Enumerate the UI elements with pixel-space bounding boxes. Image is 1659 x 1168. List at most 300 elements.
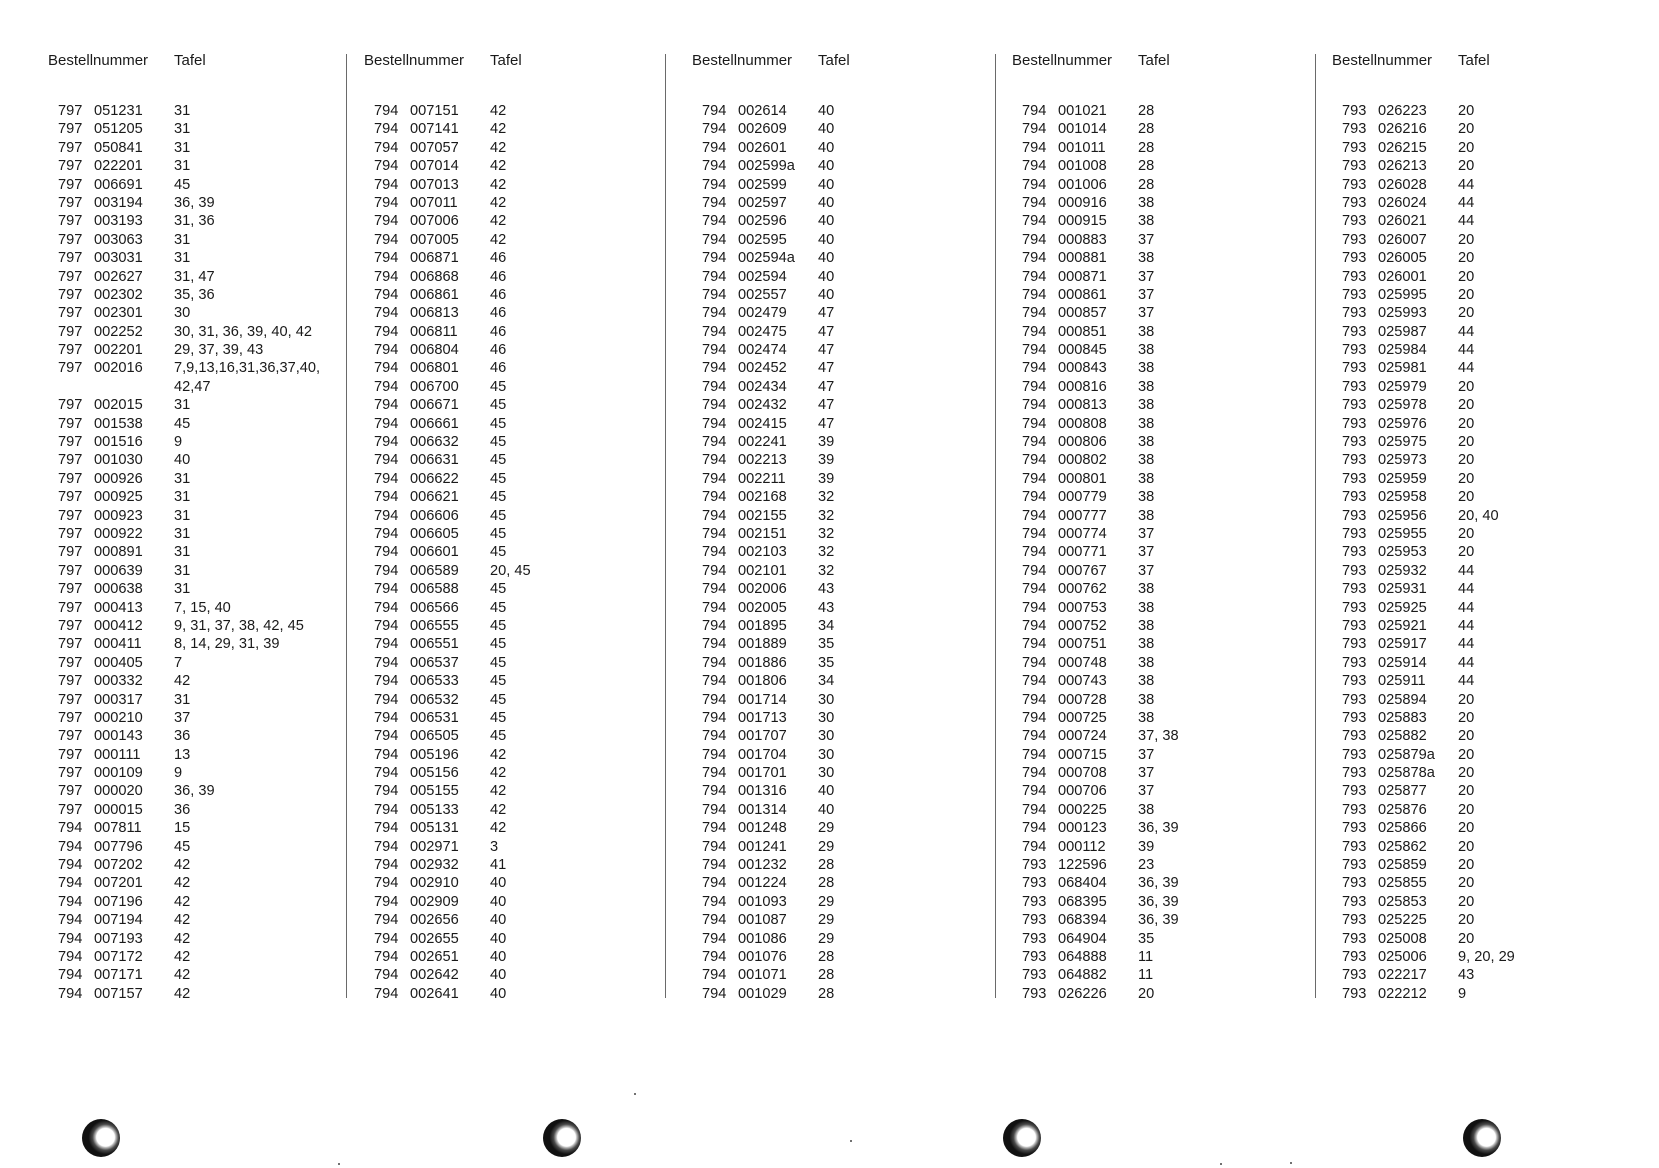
tafel-ref: 46 xyxy=(490,250,507,267)
column-divider xyxy=(346,54,347,998)
tafel-ref: 20, 40 xyxy=(1458,507,1499,524)
tafel-ref: 20 xyxy=(1458,912,1475,929)
index-row xyxy=(48,856,348,874)
tafel-ref: 20 xyxy=(1458,801,1475,818)
order-prefix: 793 xyxy=(1342,617,1367,634)
tafel-ref: 45 xyxy=(490,599,507,616)
order-number: 006801 xyxy=(410,360,459,377)
order-number: 026024 xyxy=(1378,194,1427,211)
scan-speck xyxy=(338,1163,340,1165)
order-number: 000225 xyxy=(1058,801,1107,818)
tafel-ref: 9, 20, 29 xyxy=(1458,948,1515,965)
order-number: 002475 xyxy=(738,323,787,340)
tafel-ref: 40 xyxy=(818,139,835,156)
tafel-ref: 20 xyxy=(1458,765,1475,782)
order-prefix: 794 xyxy=(702,268,727,285)
order-number: 006813 xyxy=(410,305,459,322)
tafel-ref: 45 xyxy=(490,544,507,561)
order-prefix: 794 xyxy=(702,967,727,984)
index-row xyxy=(692,157,992,175)
punch-hole xyxy=(543,1119,581,1157)
order-prefix: 794 xyxy=(374,562,399,579)
index-row xyxy=(364,691,664,709)
tafel-ref: 29 xyxy=(818,930,835,947)
index-row xyxy=(364,157,664,175)
tafel-ref: 38 xyxy=(1138,415,1155,432)
index-row xyxy=(1332,856,1632,874)
order-number: 002655 xyxy=(410,930,459,947)
tafel-ref: 11 xyxy=(1138,948,1154,965)
order-prefix: 794 xyxy=(1022,783,1047,800)
tafel-ref: 20 xyxy=(1458,857,1475,874)
order-number: 025956 xyxy=(1378,507,1427,524)
tafel-ref: 43 xyxy=(818,599,835,616)
tafel-ref: 37 xyxy=(1138,544,1155,561)
order-number: 001806 xyxy=(738,673,787,690)
index-row xyxy=(364,268,664,286)
tafel-ref: 30 xyxy=(818,691,835,708)
tafel-ref: 20 xyxy=(1458,489,1475,506)
order-prefix: 793 xyxy=(1342,746,1367,763)
tafel-ref: 30 xyxy=(818,765,835,782)
order-prefix: 794 xyxy=(374,286,399,303)
index-row xyxy=(48,249,348,267)
index-row xyxy=(48,304,348,322)
order-number: 006601 xyxy=(410,544,459,561)
order-number: 025925 xyxy=(1378,599,1427,616)
order-prefix: 797 xyxy=(58,452,83,469)
order-number: 006605 xyxy=(410,525,459,542)
order-number: 000751 xyxy=(1058,636,1107,653)
index-row xyxy=(48,580,348,598)
punch-hole xyxy=(82,1119,120,1157)
order-prefix: 794 xyxy=(702,985,727,1002)
tafel-ref: 28 xyxy=(1138,176,1155,193)
index-row xyxy=(1012,212,1312,230)
order-prefix: 793 xyxy=(1342,525,1367,542)
tafel-ref: 37 xyxy=(1138,231,1155,248)
index-row xyxy=(1012,249,1312,267)
order-number: 000405 xyxy=(94,654,143,671)
index-row xyxy=(48,378,348,396)
order-prefix: 793 xyxy=(1342,452,1367,469)
order-prefix: 794 xyxy=(374,985,399,1002)
index-row xyxy=(1332,268,1632,286)
order-prefix: 793 xyxy=(1342,985,1367,1002)
tafel-ref: 36, 39 xyxy=(1138,875,1179,892)
order-number: 025955 xyxy=(1378,525,1427,542)
order-prefix: 794 xyxy=(702,728,727,745)
index-row xyxy=(692,120,992,138)
order-number: 025853 xyxy=(1378,893,1427,910)
index-row xyxy=(48,286,348,304)
tafel-ref: 37, 38 xyxy=(1138,728,1179,745)
scan-speck xyxy=(1290,1162,1292,1164)
order-number: 002479 xyxy=(738,305,787,322)
index-row xyxy=(1012,838,1312,856)
order-number: 007193 xyxy=(94,930,143,947)
tafel-ref: 45 xyxy=(490,507,507,524)
index-row xyxy=(48,194,348,212)
tafel-ref: 47 xyxy=(818,378,835,395)
tafel-header: Tafel xyxy=(490,52,522,69)
index-row xyxy=(1012,451,1312,469)
tafel-ref: 20 xyxy=(1458,930,1475,947)
index-row xyxy=(692,286,992,304)
tafel-ref: 37 xyxy=(1138,268,1155,285)
tafel-ref: 20 xyxy=(1458,838,1475,855)
index-row xyxy=(48,231,348,249)
index-row xyxy=(692,102,992,120)
order-prefix: 794 xyxy=(702,599,727,616)
index-row xyxy=(1332,304,1632,322)
order-prefix: 794 xyxy=(374,581,399,598)
tafel-ref: 20 xyxy=(1458,231,1475,248)
order-number: 006631 xyxy=(410,452,459,469)
tafel-ref: 28 xyxy=(818,985,835,1002)
order-prefix: 793 xyxy=(1342,194,1367,211)
tafel-ref: 42 xyxy=(174,857,191,874)
index-row xyxy=(1332,911,1632,929)
index-row xyxy=(692,654,992,672)
order-prefix: 794 xyxy=(374,231,399,248)
order-number: 003193 xyxy=(94,213,143,230)
order-prefix: 793 xyxy=(1342,378,1367,395)
tafel-ref: 20 xyxy=(1458,121,1475,138)
index-row xyxy=(1012,102,1312,120)
order-number: 007151 xyxy=(410,103,459,119)
tafel-ref: 20 xyxy=(1458,544,1475,561)
tafel-ref: 42 xyxy=(490,176,507,193)
index-row xyxy=(1012,341,1312,359)
order-prefix: 793 xyxy=(1342,286,1367,303)
tafel-ref: 40 xyxy=(490,875,507,892)
order-prefix: 794 xyxy=(374,893,399,910)
tafel-ref: 38 xyxy=(1138,397,1155,414)
index-row xyxy=(1332,507,1632,525)
order-prefix: 793 xyxy=(1342,581,1367,598)
tafel-ref: 30 xyxy=(818,728,835,745)
order-prefix: 794 xyxy=(374,673,399,690)
index-row xyxy=(692,985,992,1003)
order-number: 006555 xyxy=(410,617,459,634)
order-number: 006621 xyxy=(410,489,459,506)
order-number: 002642 xyxy=(410,967,459,984)
order-number: 006804 xyxy=(410,342,459,359)
order-number: 025879a xyxy=(1378,746,1435,763)
order-prefix: 794 xyxy=(702,121,727,138)
order-prefix: 794 xyxy=(374,507,399,524)
tafel-ref: 44 xyxy=(1458,581,1475,598)
order-prefix: 794 xyxy=(702,194,727,211)
order-number: 007811 xyxy=(94,820,142,837)
order-number: 000715 xyxy=(1058,746,1107,763)
order-number: 000845 xyxy=(1058,342,1107,359)
order-number: 005196 xyxy=(410,746,459,763)
order-prefix: 793 xyxy=(1022,875,1047,892)
tafel-ref: 47 xyxy=(818,305,835,322)
order-prefix: 794 xyxy=(374,728,399,745)
order-number-header: Bestellnummer xyxy=(48,52,149,69)
tafel-ref: 36, 39 xyxy=(1138,893,1179,910)
order-number: 025993 xyxy=(1378,305,1427,322)
order-number: 122596 xyxy=(1058,857,1107,874)
index-row xyxy=(1012,120,1312,138)
order-prefix: 793 xyxy=(1022,930,1047,947)
index-row xyxy=(1332,470,1632,488)
order-prefix: 793 xyxy=(1342,268,1367,285)
index-row xyxy=(1332,415,1632,433)
index-row xyxy=(692,268,992,286)
index-row xyxy=(1332,599,1632,617)
tafel-ref: 31 xyxy=(174,158,191,175)
index-row xyxy=(48,470,348,488)
order-prefix: 794 xyxy=(58,838,83,855)
order-number: 001086 xyxy=(738,930,787,947)
order-number: 001071 xyxy=(738,967,787,984)
order-number: 000638 xyxy=(94,581,143,598)
order-number: 000813 xyxy=(1058,397,1107,414)
order-number: 000752 xyxy=(1058,617,1107,634)
order-number: 001006 xyxy=(1058,176,1107,193)
order-prefix: 794 xyxy=(1022,673,1047,690)
tafel-ref: 45 xyxy=(490,452,507,469)
tafel-ref: 37 xyxy=(1138,286,1155,303)
order-prefix: 797 xyxy=(58,268,83,285)
order-number: 026226 xyxy=(1058,985,1107,1002)
order-prefix: 794 xyxy=(374,452,399,469)
index-row xyxy=(1012,764,1312,782)
tafel-ref: 40 xyxy=(818,250,835,267)
order-prefix: 797 xyxy=(58,709,83,726)
index-row xyxy=(1332,838,1632,856)
index-row xyxy=(48,433,348,451)
order-prefix: 794 xyxy=(374,470,399,487)
index-row xyxy=(692,507,992,525)
tafel-ref: 44 xyxy=(1458,213,1475,230)
tafel-ref: 38 xyxy=(1138,654,1155,671)
order-number: 025932 xyxy=(1378,562,1427,579)
order-prefix: 794 xyxy=(374,930,399,947)
index-row xyxy=(364,323,664,341)
tafel-ref: 20 xyxy=(1458,103,1475,119)
order-number: 000725 xyxy=(1058,709,1107,726)
index-row xyxy=(1012,948,1312,966)
order-prefix: 794 xyxy=(374,378,399,395)
tafel-ref: 20 xyxy=(1458,139,1475,156)
order-number: 006671 xyxy=(410,397,459,414)
tafel-ref: 42 xyxy=(490,139,507,156)
order-number: 025859 xyxy=(1378,857,1427,874)
tafel-ref: 47 xyxy=(818,397,835,414)
index-row xyxy=(1332,654,1632,672)
tafel-ref: 32 xyxy=(818,525,835,542)
order-number: 000771 xyxy=(1058,544,1107,561)
order-prefix: 797 xyxy=(58,158,83,175)
index-row xyxy=(692,617,992,635)
index-row xyxy=(692,764,992,782)
tafel-ref: 36, 39 xyxy=(174,194,215,211)
column-rows xyxy=(48,102,348,1003)
order-prefix: 794 xyxy=(374,599,399,616)
order-prefix: 797 xyxy=(58,250,83,267)
punch-hole xyxy=(1003,1119,1041,1157)
order-prefix: 793 xyxy=(1342,967,1367,984)
tafel-ref: 46 xyxy=(490,305,507,322)
index-row xyxy=(692,359,992,377)
tafel-ref: 45 xyxy=(490,728,507,745)
index-row xyxy=(48,893,348,911)
order-prefix: 797 xyxy=(58,397,83,414)
tafel-ref: 35 xyxy=(1138,930,1155,947)
order-prefix: 793 xyxy=(1342,250,1367,267)
tafel-ref: 40 xyxy=(490,893,507,910)
index-row xyxy=(364,433,664,451)
index-row xyxy=(1332,396,1632,414)
tafel-ref: 34 xyxy=(818,617,835,634)
index-row xyxy=(692,819,992,837)
order-number: 025958 xyxy=(1378,489,1427,506)
order-prefix: 794 xyxy=(374,213,399,230)
order-prefix: 797 xyxy=(58,801,83,818)
index-row xyxy=(1332,176,1632,194)
order-number: 025975 xyxy=(1378,434,1427,451)
index-row xyxy=(48,709,348,727)
index-row xyxy=(1332,782,1632,800)
order-prefix: 794 xyxy=(58,967,83,984)
order-prefix: 794 xyxy=(1022,544,1047,561)
tafel-ref: 45 xyxy=(490,654,507,671)
index-row xyxy=(364,985,664,1003)
order-number: 001248 xyxy=(738,820,787,837)
index-row xyxy=(1332,930,1632,948)
order-prefix: 794 xyxy=(1022,342,1047,359)
order-number: 025008 xyxy=(1378,930,1427,947)
order-prefix: 794 xyxy=(374,709,399,726)
order-number: 007194 xyxy=(94,912,143,929)
tafel-ref: 20 xyxy=(1458,268,1475,285)
tafel-ref: 31 xyxy=(174,121,191,138)
order-prefix: 794 xyxy=(702,415,727,432)
order-number: 000883 xyxy=(1058,231,1107,248)
order-number: 026215 xyxy=(1378,139,1427,156)
order-number: 001076 xyxy=(738,948,787,965)
index-row xyxy=(1332,249,1632,267)
order-number: 005155 xyxy=(410,783,459,800)
order-number: 007014 xyxy=(410,158,459,175)
tafel-ref: 42 xyxy=(490,158,507,175)
scan-speck xyxy=(634,1093,636,1095)
tafel-ref: 44 xyxy=(1458,654,1475,671)
index-row xyxy=(1332,231,1632,249)
index-row xyxy=(364,212,664,230)
order-number: 002596 xyxy=(738,213,787,230)
order-prefix: 793 xyxy=(1342,158,1367,175)
order-prefix: 794 xyxy=(1022,636,1047,653)
order-number: 003063 xyxy=(94,231,143,248)
order-prefix: 797 xyxy=(58,617,83,634)
index-row xyxy=(364,930,664,948)
order-number: 000706 xyxy=(1058,783,1107,800)
tafel-ref: 23 xyxy=(1138,857,1155,874)
order-prefix: 794 xyxy=(374,875,399,892)
index-row xyxy=(1332,764,1632,782)
index-row xyxy=(1012,874,1312,892)
order-number: 006868 xyxy=(410,268,459,285)
order-number: 006700 xyxy=(410,378,459,395)
order-prefix: 797 xyxy=(58,342,83,359)
order-prefix: 794 xyxy=(374,912,399,929)
order-number: 026213 xyxy=(1378,158,1427,175)
index-row xyxy=(692,433,992,451)
tafel-ref: 31, 47 xyxy=(174,268,215,285)
tafel-ref: 31 xyxy=(174,470,191,487)
tafel-ref: 30 xyxy=(174,305,191,322)
tafel-ref: 42 xyxy=(174,673,191,690)
column-rows xyxy=(1332,102,1632,1003)
order-number: 000109 xyxy=(94,765,143,782)
order-number: 006533 xyxy=(410,673,459,690)
index-row xyxy=(1012,286,1312,304)
index-row xyxy=(1012,562,1312,580)
order-number: 000753 xyxy=(1058,599,1107,616)
index-row xyxy=(364,378,664,396)
order-prefix: 797 xyxy=(58,121,83,138)
order-prefix: 794 xyxy=(702,342,727,359)
order-prefix: 794 xyxy=(374,544,399,561)
index-row xyxy=(48,543,348,561)
order-number: 002016 xyxy=(94,360,143,377)
order-prefix: 794 xyxy=(374,746,399,763)
tafel-ref: 31, 36 xyxy=(174,213,215,230)
tafel-ref: 45 xyxy=(490,673,507,690)
index-row xyxy=(692,194,992,212)
tafel-ref: 44 xyxy=(1458,673,1475,690)
order-prefix: 794 xyxy=(1022,158,1047,175)
tafel-ref: 20 xyxy=(1458,378,1475,395)
order-prefix: 794 xyxy=(702,654,727,671)
order-prefix: 794 xyxy=(702,378,727,395)
order-number: 025931 xyxy=(1378,581,1427,598)
order-number: 025914 xyxy=(1378,654,1427,671)
order-number: 026021 xyxy=(1378,213,1427,230)
tafel-ref: 20 xyxy=(1458,286,1475,303)
index-row xyxy=(1332,801,1632,819)
index-row xyxy=(1332,819,1632,837)
tafel-ref: 38 xyxy=(1138,691,1155,708)
order-number: 002168 xyxy=(738,489,787,506)
index-row xyxy=(692,893,992,911)
index-row xyxy=(48,746,348,764)
order-prefix: 794 xyxy=(702,801,727,818)
tafel-ref: 29, 37, 39, 43 xyxy=(174,342,264,359)
tafel-ref: 31 xyxy=(174,250,191,267)
order-prefix: 794 xyxy=(374,948,399,965)
column-rows xyxy=(1012,102,1312,1003)
order-prefix: 794 xyxy=(1022,121,1047,138)
order-prefix: 794 xyxy=(1022,507,1047,524)
order-number: 002609 xyxy=(738,121,787,138)
index-row xyxy=(364,874,664,892)
order-prefix: 797 xyxy=(58,581,83,598)
order-prefix: 794 xyxy=(374,967,399,984)
order-prefix: 794 xyxy=(702,507,727,524)
order-prefix: 794 xyxy=(1022,599,1047,616)
index-row xyxy=(1012,893,1312,911)
order-number: 006566 xyxy=(410,599,459,616)
order-number: 051205 xyxy=(94,121,143,138)
order-number: 001241 xyxy=(738,838,787,855)
